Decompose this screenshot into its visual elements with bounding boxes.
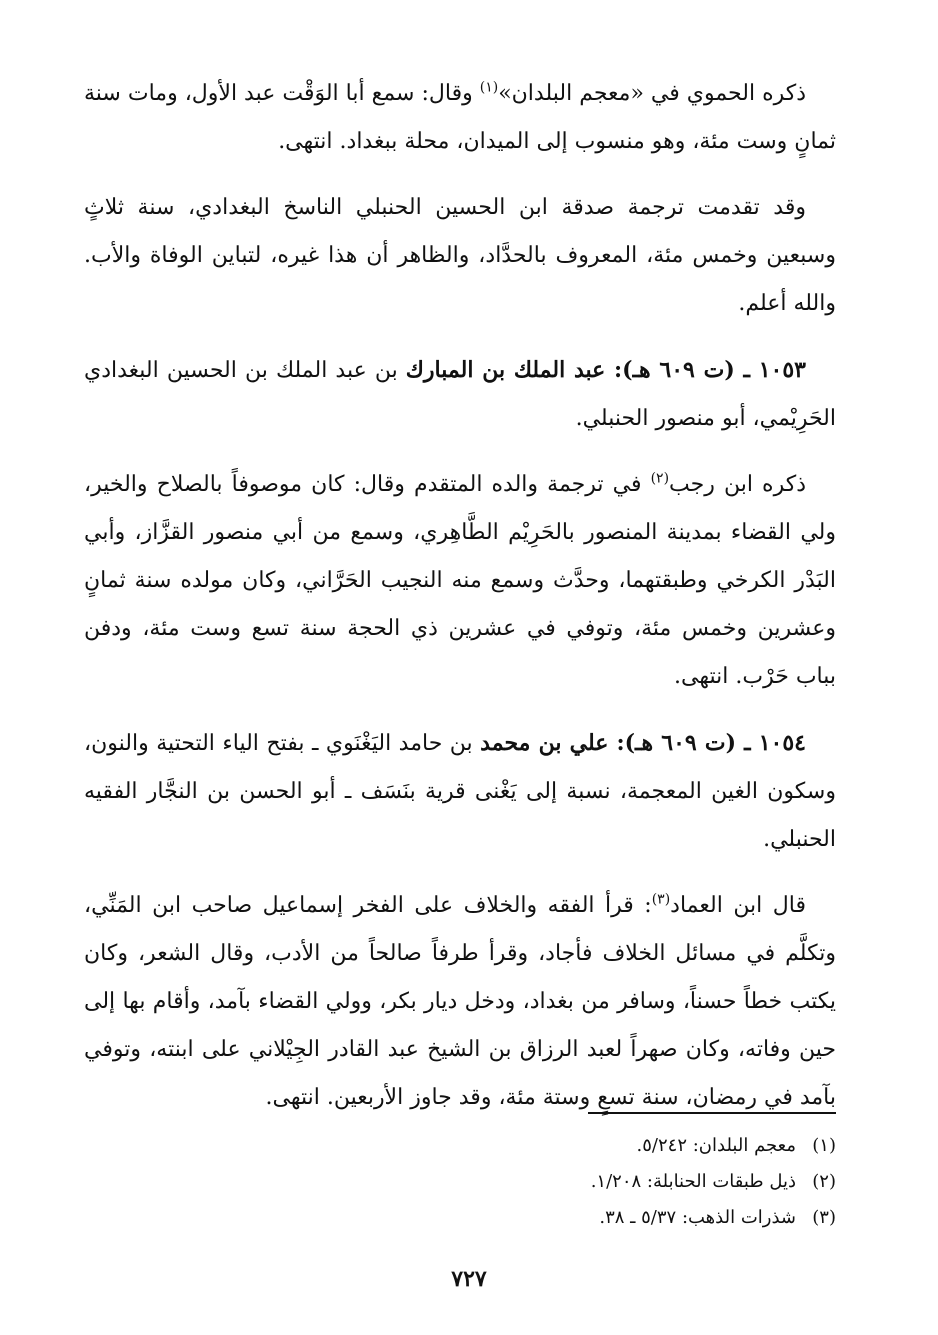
entry-text: بن حامد اليَغْنَوي ـ بفتح الياء التحتية والنون، وسكون الغين المعجمة، نسبة إلى يَغْنى قرية بنَسَف ـ أبو الحسن بن النجَّار الفقيه الحنبلي. [84, 731, 836, 852]
entry-number: ١٠٥٣ ـ (ت ٦٠٩ هـ): [605, 357, 806, 383]
entry-heading: علي بن محمد [480, 730, 609, 756]
footnote-text: ذيل طبقات الحنابلة: ١/٢٠٨. [590, 1171, 796, 1192]
footnote-divider [588, 1112, 836, 1114]
footnote-mark: (١) [812, 1135, 836, 1156]
footnote-text: شذرات الذهب: ٥/٣٧ ـ ٣٨. [599, 1207, 796, 1228]
entry-1054 [84, 719, 836, 864]
entry-heading: عبد الملك بن المبارك [405, 357, 606, 383]
footnote-text: معجم البلدان: ٥/٢٤٢. [636, 1135, 796, 1156]
page-body [84, 70, 836, 1128]
footnotes [416, 1128, 836, 1236]
paragraph-text: ذكره الحموي في «معجم البلدان» [498, 81, 807, 106]
footnote-ref-3[interactable]: (٣) [651, 891, 671, 908]
paragraph-hamawi [84, 70, 836, 166]
paragraph-text: في ترجمة والده المتقدم وقال: كان موصوفاً بالصلاح والخير، ولي القضاء بمدينة المنصور بالحَرِيْم الطَّاهِري، وسمع من أبي منصور القزَّاز، وأبي البَدْر الكرخي وطبقتهما، وحدَّث وسمع منه النجيب الحَرَّاني، وكان مولده سنة ثمانٍ وعشرين وخمس مئة، وتوفي في عشرين ذي الحجة سنة تسع وست مئة، ودفن بباب حَرْب. انتهى. [84, 472, 837, 689]
paragraph-text: قال ابن العماد [670, 893, 806, 918]
paragraph-sadaqa [84, 184, 836, 328]
paragraph-ibn-al-imad [84, 882, 836, 1122]
entry-1053 [84, 346, 836, 443]
entry-text: بن عبد الملك بن الحسين البغدادي الحَرِيْمي، أبو منصور الحنبلي. [84, 358, 836, 431]
footnote-mark: (٢) [812, 1171, 836, 1192]
footnote-ref-2[interactable]: (٢) [650, 470, 670, 487]
footnote-1 [416, 1128, 836, 1164]
paragraph-text: وقال: سمع أبا الوَقْت عبد الأول، ومات سنة ثمانٍ وست مئة، وهو منسوب إلى الميدان، محلة ببغداد. انتهى. [84, 81, 836, 154]
paragraph-text: : قرأ الفقه والخلاف على الفخر إسماعيل صاحب ابن المَنِّي، وتكلَّم في مسائل الخلاف فأجاد، وقرأ طرفاً صالحاً من الأدب، وقال الشعر، وكان يكتب خطاً حسناً، وسافر من بغداد، ودخل ديار بكر، وولي القضاء بآمد، وأقام بها إلى حين وفاته، وكان صهراً لعبد الرزاق بن الشيخ عبد القادر الجِيْلاني على ابنته، وتوفي بآمد في رمضان، سنة تسعٍ وستة مئة، وقد جاوز الأربعين. انتهى. [84, 893, 836, 1110]
entry-number: ١٠٥٤ ـ (ت ٦٠٩ هـ): [608, 730, 806, 756]
paragraph-text: ذكره ابن رجب [669, 472, 806, 497]
page-number: ٧٢٧ [451, 1266, 487, 1292]
paragraph-ibn-rajab [84, 461, 836, 701]
footnote-mark: (٣) [812, 1207, 836, 1228]
footnote-2 [416, 1164, 836, 1200]
footnote-ref-1[interactable]: (١) [479, 79, 499, 96]
footnote-3 [416, 1200, 836, 1236]
paragraph-text: وقد تقدمت ترجمة صدقة ابن الحسين الحنبلي الناسخ البغدادي، سنة ثلاثٍ وسبعين وخمس مئة، المعروف بالحدَّاد، والظاهر أن هذا غيره، لتباين الوفاة والأب. والله أعلم. [84, 195, 836, 316]
